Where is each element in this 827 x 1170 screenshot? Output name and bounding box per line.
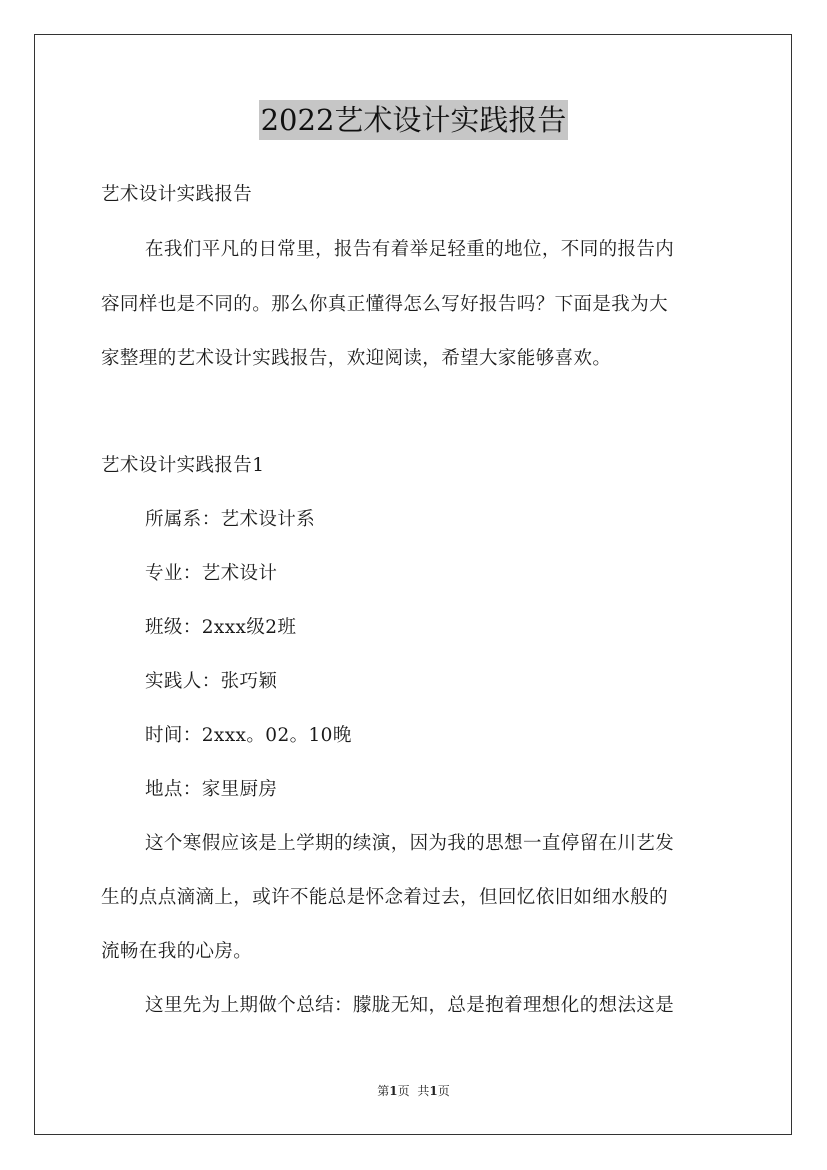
document-subtitle: 艺术设计实践报告	[101, 184, 253, 205]
field-major: 专业：艺术设计	[145, 563, 278, 584]
body-line-2: 生的点点滴滴上，或许不能总是怀念着过去，但回忆依旧如细水般的	[101, 887, 669, 908]
page-footer	[0, 1083, 827, 1099]
field-class: 班级：2xxx级2班	[145, 617, 297, 638]
footer-page-current: 1	[389, 1084, 398, 1098]
footer-total-unit: 页	[437, 1084, 450, 1098]
field-time: 时间：2xxx。02。10晚	[145, 725, 352, 746]
field-location: 地点：家里厨房	[145, 779, 278, 800]
field-practitioner: 实践人：张巧颖	[145, 671, 278, 692]
intro-line-3: 家整理的艺术设计实践报告，欢迎阅读，希望大家能够喜欢。	[101, 348, 612, 369]
section-heading: 艺术设计实践报告1	[101, 455, 265, 476]
document-title: 2022艺术设计实践报告	[259, 100, 569, 140]
field-department: 所属系：艺术设计系	[145, 509, 316, 530]
intro-line-1: 在我们平凡的日常里，报告有着举足轻重的地位，不同的报告内	[145, 239, 675, 260]
intro-line-2: 容同样也是不同的。那么你真正懂得怎么写好报告吗？下面是我为大	[101, 294, 669, 315]
body-line-4: 这里先为上期做个总结：朦胧无知，总是抱着理想化的想法这是	[145, 995, 675, 1016]
body-line-3: 流畅在我的心房。	[101, 941, 253, 962]
title-container	[0, 100, 827, 140]
footer-page-unit: 页	[397, 1084, 410, 1098]
footer-page-prefix: 第	[377, 1084, 390, 1098]
footer-total-prefix: 共	[417, 1084, 430, 1098]
footer-page-total: 1	[429, 1084, 438, 1098]
body-line-1: 这个寒假应该是上学期的续演，因为我的思想一直停留在川艺发	[145, 833, 675, 854]
